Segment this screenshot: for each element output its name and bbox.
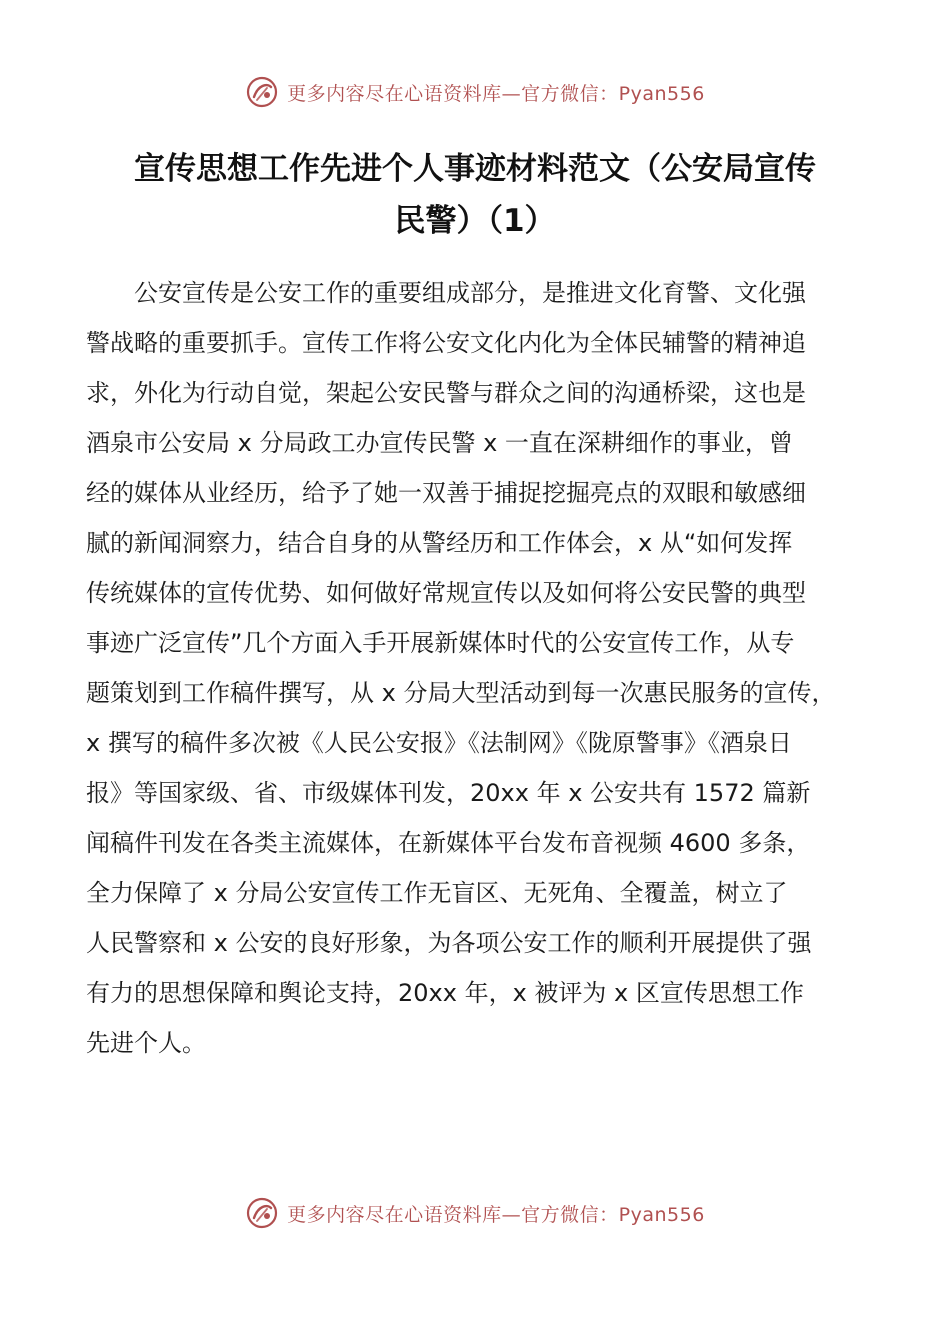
title-line: 宣传思想工作先进个人事迹材料范文（公安局宣传 xyxy=(134,151,816,187)
body-line: x 撰写的稿件多次被《人民公安报》《法制网》《陇原警事》《酒泉日 xyxy=(86,729,792,757)
body-line: 公安宣传是公安工作的重要组成部分，是推进文化育警、文化强 xyxy=(86,279,806,307)
wechat-id: Pyan556 xyxy=(618,1203,705,1226)
body-line: 题策划到工作稿件撰写，从 x 分局大型活动到每一次惠民服务的宣传， xyxy=(86,679,836,707)
document-title xyxy=(70,143,880,247)
body-line: 闻稿件刊发在各类主流媒体，在新媒体平台发布音视频 4600 多条， xyxy=(86,829,811,857)
watermark-text: 更多内容尽在心语资料库—官方微信：Pyan556 xyxy=(287,1203,705,1226)
body-line: 全力保障了 x 分局公安宣传工作无盲区、无死角、全覆盖，树立了 xyxy=(86,879,788,907)
body-line: 报》等国家级、省、市级媒体刊发，20xx 年 x 公安共有 1572 篇新 xyxy=(86,779,811,807)
seal-logo-icon xyxy=(245,75,279,109)
seal-logo-icon xyxy=(245,1196,279,1230)
body-line: 事迹广泛宣传”几个方面入手开展新媒体时代的公安宣传工作，从专 xyxy=(86,629,795,657)
body-paragraph xyxy=(86,268,866,1068)
body-line: 人民警察和 x 公安的良好形象，为各项公安工作的顺利开展提供了强 xyxy=(86,929,812,957)
header-watermark xyxy=(0,72,950,112)
title-line: 民警）（1） xyxy=(394,203,556,239)
footer-watermark xyxy=(0,1193,950,1233)
body-line: 经的媒体从业经历，给予了她一双善于捕捉挖掘亮点的双眼和敏感细 xyxy=(86,479,806,507)
body-line: 腻的新闻洞察力，结合自身的从警经历和工作体会，x 从“如何发挥 xyxy=(86,529,793,557)
body-line: 警战略的重要抓手。宣传工作将公安文化内化为全体民辅警的精神追 xyxy=(86,329,806,357)
body-line: 求，外化为行动自觉，架起公安民警与群众之间的沟通桥梁，这也是 xyxy=(86,379,806,407)
body-line: 有力的思想保障和舆论支持，20xx 年，x 被评为 x 区宣传思想工作 xyxy=(86,979,804,1007)
watermark-text: 更多内容尽在心语资料库—官方微信：Pyan556 xyxy=(287,82,705,105)
wechat-id: Pyan556 xyxy=(618,82,705,105)
body-line: 酒泉市公安局 x 分局政工办宣传民警 x 一直在深耕细作的事业，曾 xyxy=(86,429,793,457)
body-line: 先进个人。 xyxy=(86,1029,206,1057)
body-line: 传统媒体的宣传优势、如何做好常规宣传以及如何将公安民警的典型 xyxy=(86,579,806,607)
